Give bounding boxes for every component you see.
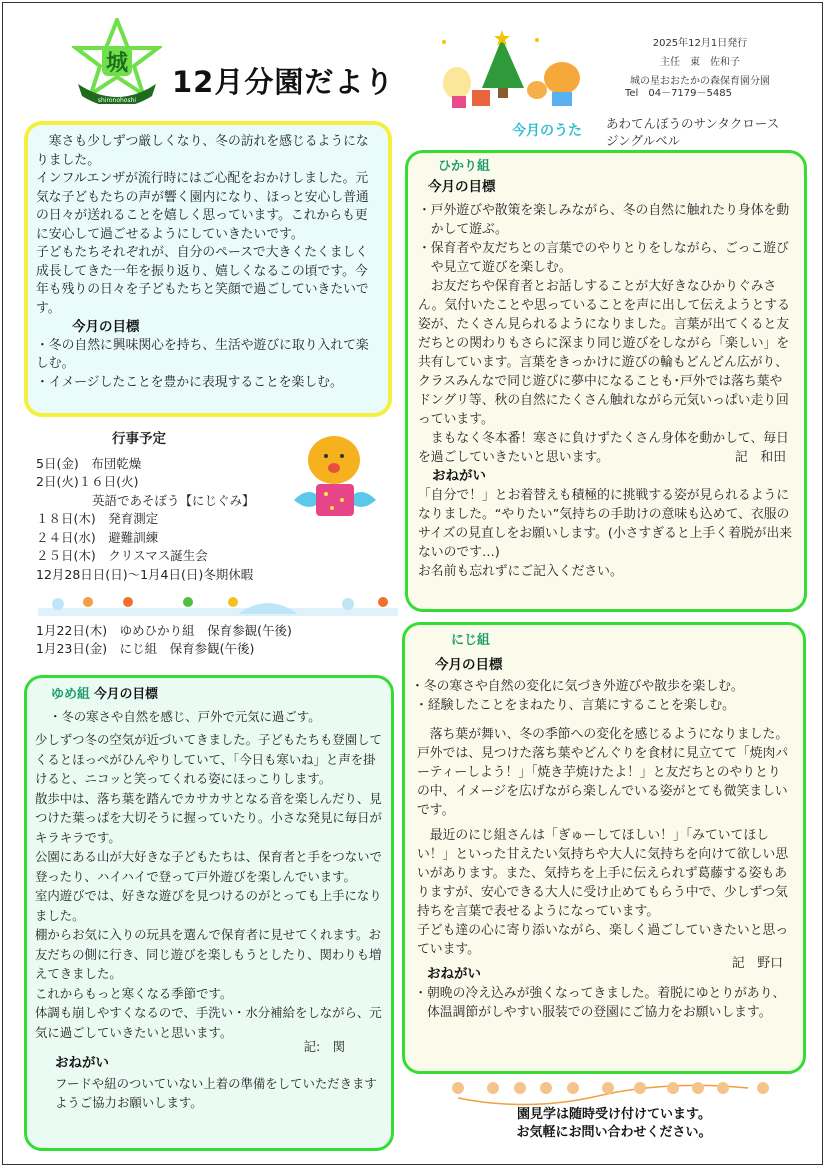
goal-title: 今月の目標: [93, 687, 158, 702]
group-label: ひかり組: [438, 159, 491, 174]
intro-paragraph: インフルエンザが流行時にはご心配をおかけしました。元気な子どもたちの声が響く園内になり、ほっと安心し普通の日々が送れることを嬉しく思っています。これからも更に安心して過ごせるようにしていきたいです。: [36, 171, 369, 242]
event-item: ２４日(水) 避難訓練: [36, 529, 159, 545]
body-paragraph: 子ども達の心に寄り添いながら、楽しく過ごしていきたいと思っています。: [417, 923, 789, 957]
event-item: 12月28日日(日)～1月4日(日)冬期休暇: [36, 566, 254, 582]
goal-title: 今月の目標: [72, 319, 140, 335]
song-label: 今月のうた: [512, 123, 582, 139]
body-paragraph: 最近のにじ組さんは「ぎゅーしてほしい！」「みていてほしい！」といった甘えたい気持ちや大人に気持ちを向けて欲しい思いがあります。また、気持ちを上手に伝えられず葛藤する姿もありますが、安心できる大人に受け止めてもらう中で、少しずつ気持ちを言葉で表せるようになっています。: [417, 828, 789, 919]
signature: 記 野口: [731, 956, 783, 971]
footer-line: お気軽にお問い合わせください。: [516, 1125, 712, 1140]
song-item: ジングルベル: [606, 133, 681, 148]
goal-item: ・保育者や友だちとの言葉でのやりとりをしながら、ごっこ遊びや見立て遊びを楽しむ。: [418, 241, 789, 275]
footer-line: 園見学は随時受け付けています。: [517, 1107, 711, 1122]
body-paragraph: 体調も崩しやすくなるので、手洗い・水分補給をしながら、元気に過ごしていきたいと思います。: [35, 1005, 382, 1040]
christmas-tree-illustration-icon: [432, 28, 587, 113]
winter-kids-decoration-icon: [38, 588, 398, 616]
svg-text:shironohoshi: shironohoshi: [97, 97, 137, 104]
issue-date: 2025年12月1日発行: [652, 38, 748, 49]
page-title: 12月分園だより: [172, 65, 395, 99]
event-item: １８日(木) 発育測定: [36, 511, 159, 526]
hikari-group-box: [405, 150, 807, 612]
phone-number: Tel 04－7179－5485: [625, 88, 732, 99]
song-item: あわてんぼうのサンタクロース: [606, 116, 780, 131]
goal-title: 今月の目標: [435, 657, 503, 673]
request-title: おねがい: [55, 1055, 109, 1071]
intro-paragraph: 寒さも少しずつ厳しくなり、冬の訪れを感じるようになりました。: [36, 134, 369, 168]
body-paragraph: 散歩中は、落ち葉を踏んでカサカサとなる音を楽しんだり、見つけた葉っぱを大切そうに握っていたり。小さな発見に毎日がキラキラです。: [35, 790, 382, 845]
request-title: おねがい: [427, 966, 481, 982]
signature: 記: 関: [303, 1039, 345, 1054]
niji-group-box: [402, 622, 806, 1074]
goal-title: 今月の目標: [428, 179, 496, 195]
event-item: 5日(金) 布団乾燥: [36, 455, 142, 471]
tiger-with-gift-icon: [290, 428, 380, 523]
goal-item: ・イメージしたことを豊かに表現することを楽しむ。: [36, 374, 343, 390]
group-label: ゆめ組: [51, 687, 91, 702]
body-paragraph: これからもっと寒くなる季節です。: [35, 985, 233, 1001]
body-paragraph: 室内遊びでは、好きな遊びを見つけるのがとっても上手になりました。: [35, 888, 382, 923]
signature: 記 和田: [734, 450, 786, 465]
footer-message: [404, 1106, 824, 1142]
body-paragraph: 棚からお気に入りの玩具を選んで保育者に見せてくれます。お友だちの側に行き、同じ遊びを楽しもうとしたり、関わりも増えてきました。: [35, 927, 382, 981]
body-paragraph: 公園にある山が大好きな子どもたちは、保育者と手をつないで登ったり、ハイハイで登って戸外遊びを楽しんでいます。: [35, 849, 382, 884]
event-item: ２５日(木) クリスマス誕生会: [36, 548, 208, 563]
body-paragraph: お友だちや保育者とお話しすることが大好きなひかりぐみさん。気付いたことや思っていることを声に出して伝えようとする姿が、たくさん見られるようになりました。言葉が出てくると友だちとの関わりもさらに深まり同じ遊びをしながら「楽しい」を共有しています。言葉をきっかけに遊びの輪もどんどん広がり、クラスみんなで同じ遊びに夢中になることも･戸外では落ち葉やドングリ等、秋の自然にたくさん触れながら元気いっぱい走り回っています。: [418, 279, 790, 427]
kids-jump-rope-decoration-icon: [448, 1078, 773, 1108]
intro-paragraph: 子どもたちそれぞれが、自分のペースで大きくたくましく成長してきた一年を振り返り、嬉しくなるこの頃です。今年も残りの日々を子どもたちと笑顔で過ごしていきたいです。: [36, 245, 369, 316]
issue-info: [600, 34, 800, 100]
goal-item: ・冬の自然に興味関心を持ち、生活や遊びに取り入れて楽しむ。: [36, 337, 369, 371]
yume-group-box: [24, 675, 394, 1151]
events-title: 行事予定: [112, 431, 166, 447]
january-events: [36, 622, 292, 657]
group-label: にじ組: [451, 633, 491, 648]
body-paragraph: まもなく冬本番！寒さに負けずたくさん身体を動かして、毎日を過ごしていきたいと思います。: [418, 431, 789, 465]
svg-text:城: 城: [105, 51, 129, 76]
request-text: ・朝晩の冷え込みが強くなってきました。着脱にゆとりがあり、体温調節がしやすい服装での登園にご協力をお願いします。: [414, 986, 786, 1020]
event-item: 2日(火)１６日(火): [36, 474, 139, 489]
director-name: 主任 東 佐和子: [660, 57, 740, 68]
goal-item: ・冬の寒さや自然を感じ、戸外で元気に過ごす。: [49, 708, 321, 724]
request-title: おねがい: [432, 468, 486, 484]
star-logo-icon: [72, 18, 162, 104]
intro-box: [24, 121, 392, 417]
goal-item: ・戸外遊びや散策を楽しみながら、冬の自然に触れたり身体を動かして遊ぶ。: [418, 203, 790, 237]
group-header: [35, 684, 383, 705]
school-name: 城の星おおたかの森保育園分園: [630, 76, 770, 87]
event-item: 1月22日(木) ゆめひかり組 保育参観(午後): [36, 623, 292, 638]
song-list: [606, 115, 779, 149]
body-paragraph: 落ち葉が舞い、冬の季節への変化を感じるようになりました。戸外では、見つけた落ち葉やどんぐりを食材に見立てて「焼肉パーティーしよう！」「焼き芋焼けたよ！」と友だちとのやりとりの中、イメージを広げながら楽しんでいる姿がとても微笑ましいです。: [417, 727, 789, 818]
event-item: 英語であそぼう【にじぐみ】: [92, 492, 255, 508]
request-text: お名前も忘れずにご記入ください。: [418, 564, 623, 579]
goal-item: ・経験したことをまねたり、言葉にすることを楽しむ。: [415, 698, 735, 713]
event-item: 1月23日(金) にじ組 保育参観(午後): [36, 640, 255, 656]
request-text: フードや紐のついていない上着の準備をしていただきますようご協力お願いします。: [55, 1075, 377, 1110]
body-paragraph: 少しずつ冬の空気が近づいてきました。子どもたちも登園してくるとほっぺがひんやりしていて、「今日も寒いね」と声を掛けると、ニコッと笑ってくれる姿にほっこりします。: [35, 732, 382, 786]
goal-item: ・冬の寒さや自然の変化に気づき外遊びや散歩を楽しむ。: [411, 679, 744, 694]
request-text: 「自分で！」とお着替えも積極的に挑戦する姿が見られるようになりました。“やりたい”気持ちの手助けの意味も込めて、衣服のサイズの見直しをお願いします。(小さすぎると上手く着脱が出来ないのです…): [418, 488, 793, 560]
